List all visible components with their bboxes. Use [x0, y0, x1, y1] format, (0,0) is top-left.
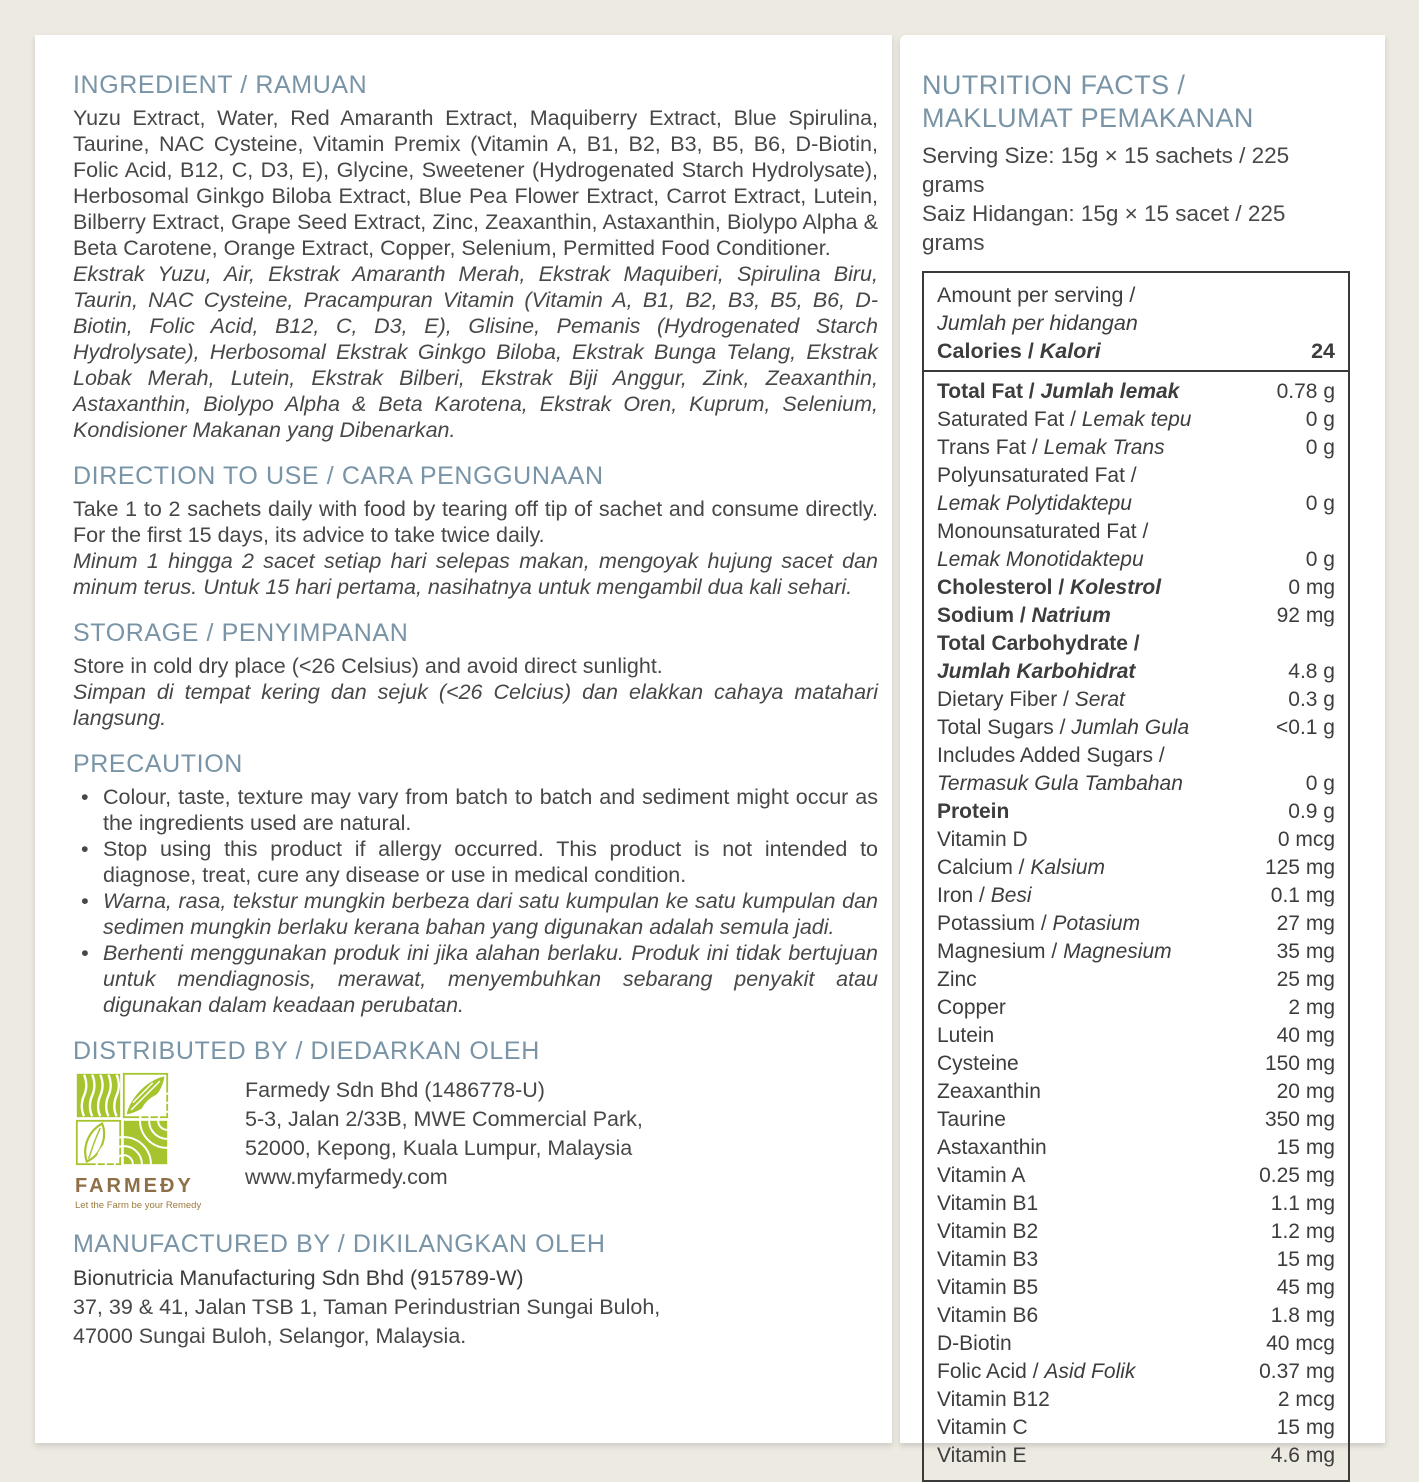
- nutrient-label: Folic Acid / Asid Folik: [937, 1360, 1136, 1383]
- nutrient-value: 40 mg: [1276, 1024, 1335, 1047]
- nutrition-row: [937, 854, 1335, 882]
- nutrient-label: Vitamin B3: [937, 1248, 1039, 1271]
- nutrient-label: Polyunsaturated Fat / Lemak Polytidaktepu: [937, 464, 1137, 515]
- nutrient-value: 0.78 g: [1276, 380, 1335, 403]
- nutrition-row: [937, 1246, 1335, 1274]
- precaution-bullet: • Berhenti menggunakan produk ini jika alahan berlaku. Produk ini tidak bertujuan untuk mendiagnosis, merawat, menyembuhkan sebarang penyakit atau digunakan dalam keadaan perubatan.: [73, 940, 878, 1018]
- nutrient-label: Dietary Fiber / Serat: [937, 688, 1125, 711]
- nutrient-value: 2 mcg: [1277, 1388, 1335, 1411]
- nutrition-row: [937, 1218, 1335, 1246]
- nutrition-row: [937, 826, 1335, 854]
- nutrient-value: 150 mg: [1264, 1052, 1335, 1075]
- nutrition-row: [937, 798, 1335, 826]
- farmedy-logo-block: [73, 1072, 245, 1211]
- nutrient-value: 125 mg: [1264, 856, 1335, 879]
- farmedy-logo-icon: [75, 1072, 169, 1166]
- nutrition-row: [937, 574, 1335, 602]
- nutrition-row: [937, 1330, 1335, 1358]
- nutrition-row: [937, 966, 1335, 994]
- nutrient-value: 15 mg: [1276, 1416, 1335, 1439]
- distributor-address: [245, 1072, 643, 1211]
- nutrient-label: Potassium / Potasium: [937, 912, 1141, 935]
- nutrient-value: 27 mg: [1276, 912, 1335, 935]
- section-storage: [73, 619, 878, 731]
- nutrition-row: [937, 462, 1335, 518]
- nutrition-row: [937, 1358, 1335, 1386]
- nutrition-row: [937, 1134, 1335, 1162]
- nutrient-value: 0 g: [1305, 492, 1335, 515]
- nutrition-row: [937, 1162, 1335, 1190]
- left-panel: [35, 35, 892, 1443]
- farmedy-logo-wordmark: FARMEĐY: [75, 1175, 194, 1197]
- nutrition-row: [937, 602, 1335, 630]
- nutrient-value: 0 mcg: [1277, 828, 1335, 851]
- nutrition-row: [937, 714, 1335, 742]
- nutrient-value: 0 g: [1305, 436, 1335, 459]
- nutrient-value: 0.37 mg: [1259, 1360, 1335, 1383]
- nutrition-row: [937, 1302, 1335, 1330]
- manufacturer-name: Bionutricia Manufacturing Sdn Bhd (915789-W): [73, 1266, 524, 1290]
- section-manufactured: [73, 1230, 878, 1351]
- nutrient-label: Lutein: [937, 1024, 995, 1047]
- nutrient-label: Vitamin B6: [937, 1304, 1039, 1327]
- precaution-heading: PRECAUTION: [73, 750, 243, 778]
- nutrient-value: 25 mg: [1276, 968, 1335, 991]
- nutrient-value: 0 g: [1305, 548, 1335, 571]
- distributed-heading: DISTRIBUTED BY / DIEDARKAN OLEH: [73, 1037, 540, 1065]
- calories-value: 24: [1311, 339, 1335, 363]
- nutrition-row: [937, 742, 1335, 798]
- section-distributed: [73, 1037, 878, 1211]
- precaution-bullet: • Stop using this product if allergy occurred. This product is not intended to diagnose, treat, cure any disease or use in medical condition.: [73, 836, 878, 888]
- nutrition-row: [937, 1386, 1335, 1414]
- calories-label: Calories / Kalori: [937, 339, 1101, 363]
- precaution-bullet: • Warna, rasa, tekstur mungkin berbeza dari satu kumpulan ke satu kumpulan dan sedimen mungkin berlaku kerana bahan yang digunakan adalah semula jadi.: [73, 888, 878, 940]
- nutrient-label: Cysteine: [937, 1052, 1019, 1075]
- nutrient-label: Total Carbohydrate / Jumlah Karbohidrat: [937, 632, 1140, 683]
- nutrient-value: 0.9 g: [1288, 800, 1335, 823]
- direction-text-en: Take 1 to 2 sachets daily with food by tearing off tip of sachet and consume directly. For the first 15 days, its advice to take twice daily.: [73, 497, 878, 547]
- nutrition-row: [937, 1022, 1335, 1050]
- nutrition-row: [937, 1050, 1335, 1078]
- nutrient-label: D-Biotin: [937, 1332, 1012, 1355]
- nutrient-label: Cholesterol / Kolestrol: [937, 576, 1162, 599]
- serving-size-my: Saiz Hidangan: 15g × 15 sacet / 225 grams: [922, 201, 1286, 255]
- nutrient-label: Monounsaturated Fat / Lemak Monotidaktepu: [937, 520, 1149, 571]
- distributor-address-line: 52000, Kepong, Kuala Lumpur, Malaysia: [245, 1136, 633, 1160]
- nutrient-value: 0.1 mg: [1270, 884, 1335, 907]
- storage-heading: STORAGE / PENYIMPANAN: [73, 619, 409, 647]
- nutrient-label: Vitamin B5: [937, 1276, 1039, 1299]
- nutrient-label: Vitamin B2: [937, 1220, 1039, 1243]
- nutrient-label: Calcium / Kalsium: [937, 856, 1106, 879]
- nutrient-value: 15 mg: [1276, 1136, 1335, 1159]
- calories-row: [937, 337, 1335, 365]
- nutrition-row: [937, 910, 1335, 938]
- nutrient-label: Vitamin A: [937, 1164, 1026, 1187]
- nutrition-row: [937, 406, 1335, 434]
- nutrient-label: Saturated Fat / Lemak tepu: [937, 408, 1192, 431]
- section-direction: [73, 462, 878, 600]
- nutrient-label: Total Sugars / Jumlah Gula: [937, 716, 1190, 739]
- nutrient-label: Zinc: [937, 968, 977, 991]
- ingredient-text-en: Yuzu Extract, Water, Red Amaranth Extract, Maquiberry Extract, Blue Spirulina, Taurine, NAC Cysteine, Vitamin Premix (Vitamin A, B1, B2, B3, B5, B6, D-Biotin, Folic Acid, B12, C, D3, E), Glycine, Sweetener (Hydrogenated Starch Hydrolysate), Herbosomal Ginkgo Biloba Extract, Blue Pea Flower Extract, Carrot Extract, Lutein, Bilberry Extract, Grape Seed Extract, Zinc, Zeaxanthin, Astaxanthin, Biolypo Alpha & Beta Carotene, Orange Extract, Copper, Selenium, Permitted Food Conditioner.: [73, 106, 878, 260]
- nutrient-label: Vitamin E: [937, 1444, 1027, 1467]
- nutrient-label: Protein: [937, 800, 1010, 823]
- nutrient-value: 4.8 g: [1288, 660, 1335, 683]
- nutrient-value: 4.6 mg: [1270, 1444, 1335, 1467]
- ingredient-text-my: Ekstrak Yuzu, Air, Ekstrak Amaranth Merah, Ekstrak Maquiberi, Spirulina Biru, Taurin, NAC Cysteine, Pracampuran Vitamin (Vitamin A, B1, B2, B3, B5, B6, D-Biotin, Folic Acid, B12, C, D3, E), Glisine, Pemanis (Hydrogenated Starch Hydrolysate), Herbosomal Ekstrak Ginkgo Biloba, Ekstrak Bunga Telang, Ekstrak Lobak Merah, Lutein, Ekstrak Bilberi, Ekstrak Biji Anggur, Zink, Zeaxanthin, Astaxanthin, Biolypo Alpha & Beta Karotena, Ekstrak Oren, Kuprum, Selenium, Kondisioner Makanan yang Dibenarkan.: [73, 262, 878, 442]
- nutrient-label: Taurine: [937, 1108, 1006, 1131]
- nutrition-row: [937, 938, 1335, 966]
- precaution-list: [73, 784, 878, 1018]
- nutrient-value: 15 mg: [1276, 1248, 1335, 1271]
- nutrition-row: [937, 1274, 1335, 1302]
- direction-heading: DIRECTION TO USE / CARA PENGGUNAAN: [73, 462, 604, 490]
- nutrient-value: <0.1 g: [1276, 716, 1335, 739]
- amount-per-serving-label: Amount per serving /: [937, 283, 1136, 307]
- nutrient-label: Sodium / Natrium: [937, 604, 1111, 627]
- nutrient-label: Total Fat / Jumlah lemak: [937, 380, 1180, 403]
- nutrient-label: Astaxanthin: [937, 1136, 1047, 1159]
- nutrition-row: [937, 994, 1335, 1022]
- manufacturer-address-line: 47000 Sungai Buloh, Selangor, Malaysia.: [73, 1324, 467, 1348]
- nutrient-label: Vitamin D: [937, 828, 1028, 851]
- nutrient-value: 0 g: [1305, 772, 1335, 795]
- storage-text-en: Store in cold dry place (<26 Celsius) and avoid direct sunlight.: [73, 654, 663, 678]
- amount-per-serving-label-my: Jumlah per hidangan: [937, 311, 1138, 335]
- nutrition-row: [937, 378, 1335, 406]
- manufacturer-address: [73, 1293, 878, 1351]
- distributor-address-line: www.myfarmedy.com: [245, 1165, 448, 1189]
- nutrient-value: 40 mcg: [1266, 1332, 1335, 1355]
- nutrient-value: 92 mg: [1276, 604, 1335, 627]
- nutrient-label: Includes Added Sugars / Termasuk Gula Tambahan: [937, 744, 1183, 795]
- nutrient-value: 0.25 mg: [1259, 1164, 1335, 1187]
- nutrition-facts-heading: NUTRITION FACTS / MAKLUMAT PEMAKANAN: [922, 70, 1254, 133]
- nutrient-value: 0 g: [1305, 408, 1335, 431]
- nutrition-table-header: [924, 273, 1348, 372]
- nutrition-row: [937, 1442, 1335, 1470]
- section-ingredient: [73, 71, 878, 443]
- nutrition-row: [937, 1106, 1335, 1134]
- nutrition-row: [937, 1190, 1335, 1218]
- nutrition-row: [937, 882, 1335, 910]
- nutrition-row: [937, 686, 1335, 714]
- nutrient-value: 35 mg: [1276, 940, 1335, 963]
- storage-text-my: Simpan di tempat kering dan sejuk (<26 Celcius) dan elakkan cahaya matahari langsung.: [73, 680, 878, 730]
- nutrition-row: [937, 434, 1335, 462]
- nutrient-value: 1.2 mg: [1270, 1220, 1335, 1243]
- nutrient-value: 1.8 mg: [1270, 1304, 1335, 1327]
- farmedy-logo-tagline: Let the Farm be your Remedy: [75, 1200, 202, 1211]
- distributor-address-line: 5-3, Jalan 2/33B, MWE Commercial Park,: [245, 1107, 643, 1131]
- nutrition-row: [937, 518, 1335, 574]
- nutrient-value: 1.1 mg: [1270, 1192, 1335, 1215]
- nutrient-label: Magnesium / Magnesium: [937, 940, 1172, 963]
- distributed-body: [73, 1072, 878, 1211]
- nutrient-label: Iron / Besi: [937, 884, 1032, 907]
- nutrient-label: Copper: [937, 996, 1006, 1019]
- nutrition-row: [937, 630, 1335, 686]
- manufacturer-address-line: 37, 39 & 41, Jalan TSB 1, Taman Perindustrian Sungai Buloh,: [73, 1295, 661, 1319]
- nutrient-label: Zeaxanthin: [937, 1080, 1041, 1103]
- nutrient-value: 0 mg: [1288, 576, 1335, 599]
- section-precaution: [73, 750, 878, 1018]
- nutrient-value: 2 mg: [1288, 996, 1335, 1019]
- nutrient-label: Vitamin C: [937, 1416, 1028, 1439]
- nutrition-table: [922, 271, 1350, 1482]
- serving-size-en: Serving Size: 15g × 15 sachets / 225 grams: [922, 143, 1290, 197]
- nutrition-row: [937, 1078, 1335, 1106]
- ingredient-heading: INGREDIENT / RAMUAN: [73, 71, 368, 99]
- nutrient-value: 20 mg: [1276, 1080, 1335, 1103]
- nutrition-row: [937, 1414, 1335, 1442]
- manufactured-heading: MANUFACTURED BY / DIKILANGKAN OLEH: [73, 1230, 606, 1258]
- precaution-bullet: • Colour, taste, texture may vary from batch to batch and sediment might occur as the ingredients used are natural.: [73, 784, 878, 836]
- nutrient-label: Vitamin B12: [937, 1388, 1050, 1411]
- nutrient-label: Vitamin B1: [937, 1192, 1039, 1215]
- nutrient-value: 350 mg: [1264, 1108, 1335, 1131]
- nutrition-rows: [924, 372, 1348, 1480]
- nutrient-value: 0.3 g: [1288, 688, 1335, 711]
- right-panel: [900, 35, 1385, 1467]
- nutrient-label: Trans Fat / Lemak Trans: [937, 436, 1165, 459]
- distributor-address-line: Farmedy Sdn Bhd (1486778-U): [245, 1078, 545, 1102]
- direction-text-my: Minum 1 hingga 2 sacet setiap hari selepas makan, mengoyak hujung sacet dan minum terus. Untuk 15 hari pertama, nasihatnya untuk mengambil dua kali sehari.: [73, 549, 878, 599]
- nutrient-value: 45 mg: [1276, 1276, 1335, 1299]
